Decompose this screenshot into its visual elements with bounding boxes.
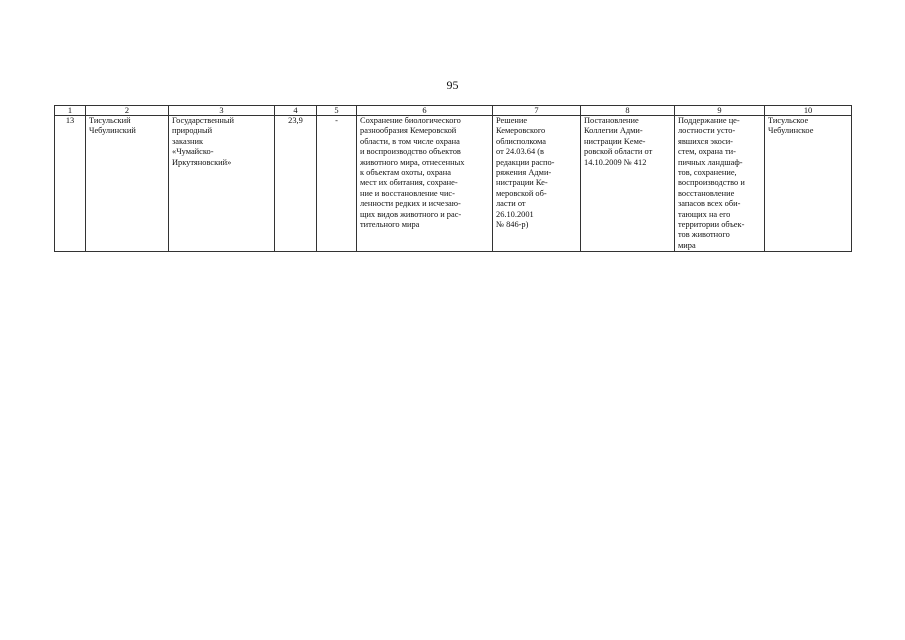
column-number-6: 6 xyxy=(357,106,493,116)
cell-text-line: пичных ландшаф- xyxy=(678,157,743,167)
cell-text-line: от 24.03.64 (в xyxy=(496,147,544,157)
cell-text-line: облисполкома xyxy=(496,136,546,146)
cell-text-line: Кемеровского xyxy=(496,126,546,136)
cell-text-line: и воспроизводство объектов xyxy=(360,147,461,157)
cell-text-line: меровской об- xyxy=(496,188,547,198)
cell-text-line: нистрации Keме- xyxy=(584,136,646,146)
table-row xyxy=(55,116,852,252)
column-number-2: 2 xyxy=(86,106,169,116)
cell-text-line: Решение xyxy=(496,116,528,125)
cell-text-line: 23,9 xyxy=(288,116,303,125)
cell-text-line: Чебулинский xyxy=(89,126,136,136)
cell-objectives xyxy=(675,116,765,252)
cell-text-line: природный xyxy=(172,126,213,136)
cell-forestry xyxy=(765,116,852,252)
cell-column-5 xyxy=(317,116,357,252)
cell-text-line: воспроизводство и xyxy=(678,178,745,188)
cell-text-line: ряжения Адми- xyxy=(496,168,552,178)
cell-text-line: к объектам охоты, охрана xyxy=(360,168,451,178)
page-number: 95 xyxy=(446,78,459,92)
cell-text-line: тов, сохранение, xyxy=(678,168,737,178)
cell-text-line: Поддержание це- xyxy=(678,116,740,125)
cell-text-line: тительного мира xyxy=(360,220,420,230)
cell-text-line: Тисульское xyxy=(768,116,809,125)
cell-text-line: - xyxy=(335,116,338,125)
cell-text-line: ласти от xyxy=(496,199,526,209)
cell-text-line: 13 xyxy=(65,116,75,125)
cell-text-line: Коллегии Адми- xyxy=(584,126,643,136)
cell-text-line: ленности редких и исчезаю- xyxy=(360,199,461,209)
column-number-8: 8 xyxy=(581,106,675,116)
cell-text-line: мест их обитания, сохране- xyxy=(360,178,458,188)
cell-text-line: Иркутяновский» xyxy=(172,157,232,167)
cell-text-line: «Чумайско- xyxy=(172,147,214,157)
cell-text-line: ровской области от xyxy=(584,147,653,157)
cell-purpose xyxy=(357,116,493,252)
cell-text-line: мира xyxy=(678,240,696,250)
column-number-3: 3 xyxy=(169,106,275,116)
cell-text-line: территории объек- xyxy=(678,220,745,230)
cell-reserve-name xyxy=(169,116,275,252)
cell-text-line: Постановление xyxy=(584,116,639,125)
cell-districts xyxy=(86,116,169,252)
column-number-7: 7 xyxy=(493,106,581,116)
cell-text-line: запасов всех оби- xyxy=(678,199,741,209)
cell-establishing-decision xyxy=(493,116,581,252)
cell-text-line: 14.10.2009 № 412 xyxy=(584,157,647,167)
cell-text-line: № 846-р) xyxy=(496,220,529,230)
column-number-10: 10 xyxy=(765,106,852,116)
cell-text-line: стем, охрана ти- xyxy=(678,147,736,157)
cell-text-line: животного мира, отнесенных xyxy=(360,157,465,167)
cell-text-line: 26.10.2001 xyxy=(496,209,534,219)
data-table xyxy=(54,105,852,252)
cell-text-line: явшихся экоси- xyxy=(678,136,733,146)
cell-text-line: тающих на его xyxy=(678,209,731,219)
cell-text-line: Тисульский xyxy=(89,116,131,125)
cell-text-line: тов животного xyxy=(678,230,730,240)
column-number-5: 5 xyxy=(317,106,357,116)
cell-resolution xyxy=(581,116,675,252)
cell-row-number xyxy=(55,116,86,252)
cell-text-line: разнообразия Кемеровской xyxy=(360,126,457,136)
cell-text-line: Государственный xyxy=(172,116,235,125)
cell-text-line: щих видов животного и рас- xyxy=(360,209,462,219)
cell-text-line: редакции распо- xyxy=(496,157,555,167)
cell-text-line: нистрации Ке- xyxy=(496,178,548,188)
column-number-1: 1 xyxy=(55,106,86,116)
cell-text-line: Чебулинское xyxy=(768,126,814,136)
column-number-9: 9 xyxy=(675,106,765,116)
cell-text-line: ние и восстановление чис- xyxy=(360,188,455,198)
cell-text-line: восстановление xyxy=(678,188,735,198)
cell-text-line: лостности усто- xyxy=(678,126,736,136)
cell-text-line: области, в том числе охрана xyxy=(360,136,460,146)
table-header-row xyxy=(55,106,852,116)
cell-text-line: заказник xyxy=(172,136,204,146)
cell-area xyxy=(275,116,317,252)
cell-text-line: Сохранение биологического xyxy=(360,116,461,125)
column-number-4: 4 xyxy=(275,106,317,116)
